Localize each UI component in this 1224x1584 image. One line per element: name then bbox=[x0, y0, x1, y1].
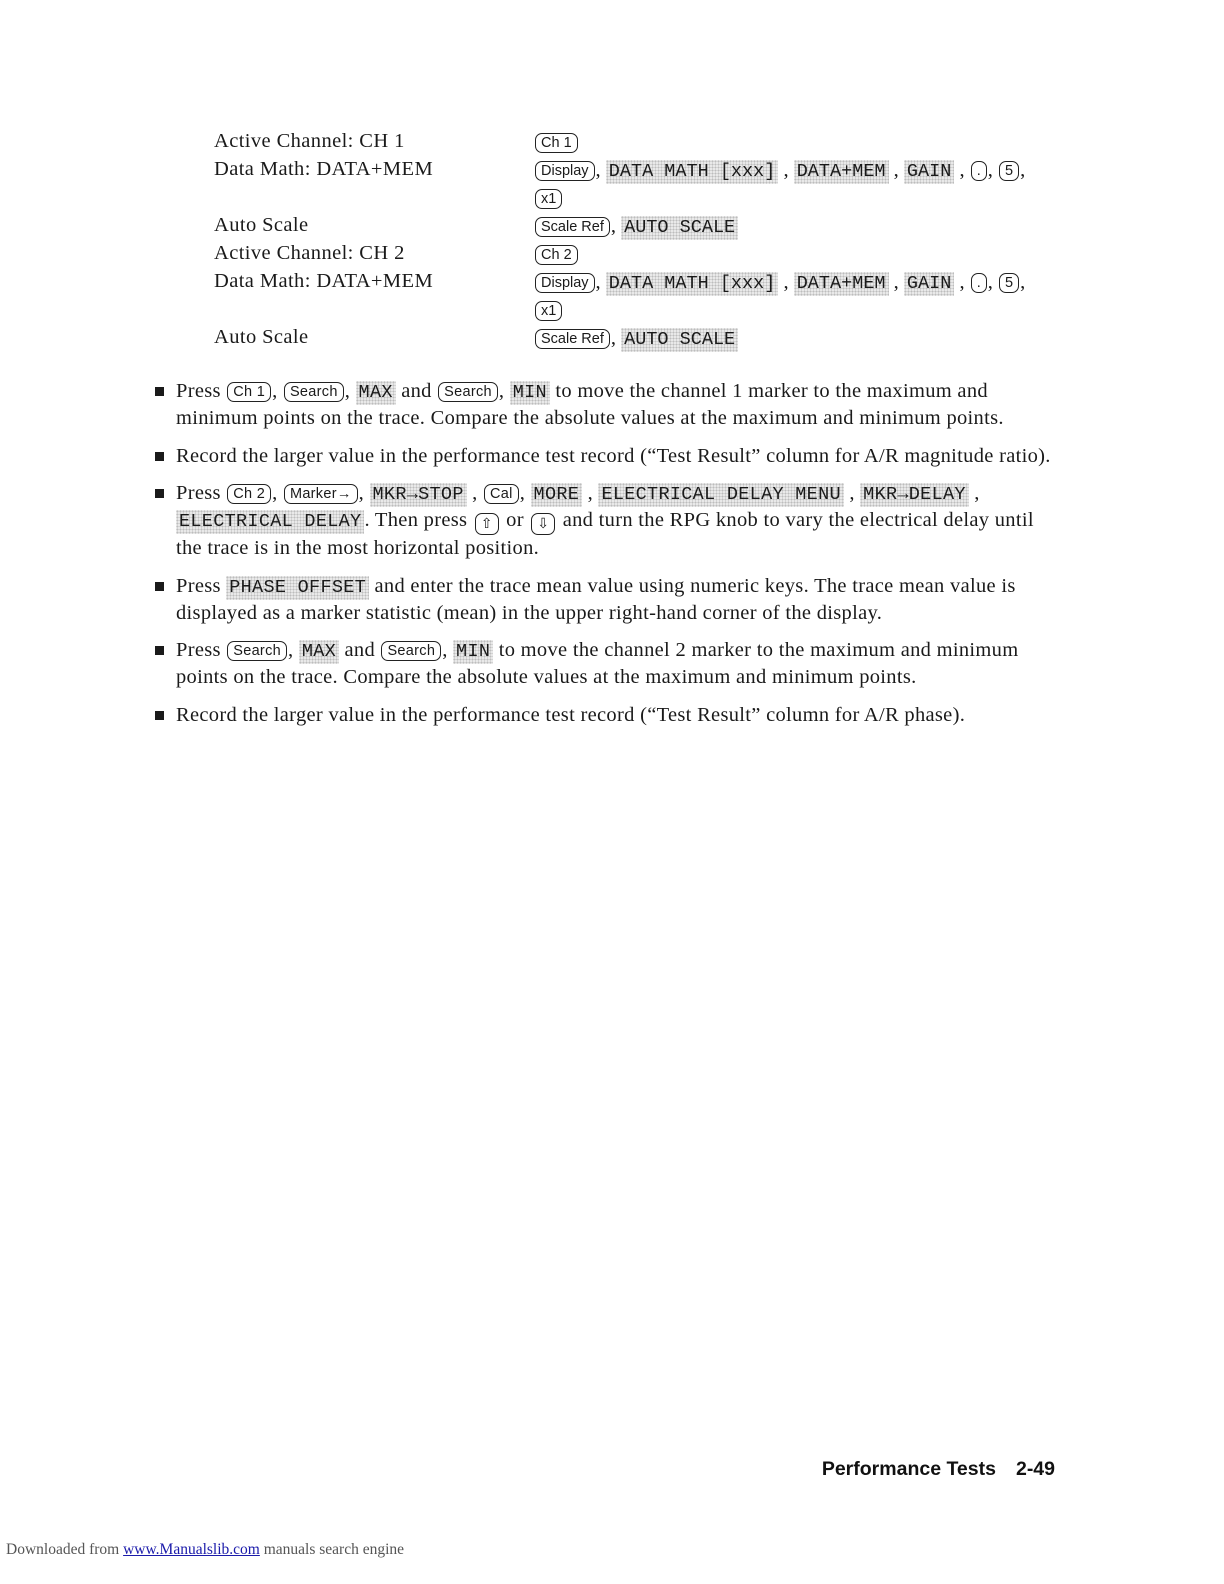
search-hardkey: Search bbox=[227, 641, 287, 661]
step-bullet: Press Search , MAX and Search , MIN to move the channel 2 marker to the maximum and minimum points on the trace. Compare the absolute values at the maximum and minimum points. bbox=[155, 637, 1055, 691]
gain-softkey: GAIN bbox=[904, 160, 954, 184]
text: or bbox=[506, 509, 524, 531]
setup-label: Auto Scale bbox=[214, 214, 309, 236]
display-hardkey: Display bbox=[535, 161, 595, 181]
min-softkey: MIN bbox=[453, 640, 493, 664]
mkr-stop-softkey: MKR→STOP bbox=[370, 483, 467, 507]
auto-scale-softkey: AUTO SCALE bbox=[621, 328, 738, 352]
up-arrow-key-icon: ⇧ bbox=[475, 513, 499, 535]
ch1-hardkey: Ch 1 bbox=[535, 133, 578, 153]
text: Press bbox=[176, 639, 221, 661]
setup-row bbox=[214, 212, 1074, 240]
text: and enter the trace mean value using numeric keys. The trace mean value is displayed as a marker statistic (mean) in the upper right-hand corner of the display. bbox=[176, 574, 1016, 624]
decimal-point-key: . bbox=[971, 273, 987, 293]
setup-row bbox=[214, 324, 1074, 352]
text: Press bbox=[176, 574, 221, 597]
x1-key: x1 bbox=[535, 189, 562, 209]
data-math-softkey: DATA MATH [xxx] bbox=[606, 160, 779, 184]
decimal-point-key: . bbox=[971, 161, 987, 181]
text: and turn the RPG knob to vary the electrical delay until the trace is in the most horizontal position. bbox=[176, 509, 1034, 559]
setup-label: Active Channel: CH 1 bbox=[214, 130, 405, 152]
download-credit bbox=[6, 1541, 404, 1559]
search-hardkey: Search bbox=[381, 641, 441, 661]
procedure-steps bbox=[155, 378, 1055, 739]
page-number: 2-49 bbox=[1015, 1458, 1055, 1480]
setup-row bbox=[214, 240, 1074, 268]
setup-keys: Display , DATA MATH [xxx] , DATA+MEM , GAIN , . , 5 , x1 bbox=[534, 156, 1074, 212]
setup-label: Data Math: DATA+MEM bbox=[214, 270, 434, 292]
setup-label: Active Channel: CH 2 bbox=[214, 242, 405, 264]
phase-offset-softkey: PHASE OFFSET bbox=[226, 576, 369, 600]
more-softkey: MORE bbox=[531, 483, 583, 507]
text: Record the larger value in the performance test record (“Test Result” column for A/R phase). bbox=[176, 703, 966, 726]
page-footer bbox=[822, 1458, 1055, 1481]
electrical-delay-menu-softkey: ELECTRICAL DELAY MENU bbox=[598, 483, 843, 507]
bullet-square-icon bbox=[155, 489, 164, 498]
bullet-square-icon bbox=[155, 452, 164, 461]
cal-hardkey: Cal bbox=[484, 484, 519, 504]
gain-softkey: GAIN bbox=[904, 272, 954, 296]
step-bullet bbox=[155, 443, 1055, 470]
setup-row bbox=[214, 156, 1074, 212]
section-title: Performance Tests bbox=[821, 1458, 996, 1480]
text: Press bbox=[176, 380, 221, 402]
bullet-square-icon bbox=[155, 387, 164, 396]
text: and bbox=[401, 380, 432, 402]
step-bullet: Press Ch 1 , Search , MAX and Search , MIN to move the channel 1 marker to the maximum and minimum points on the trace. Compare the absolute values at the maximum and minimum points. bbox=[155, 378, 1055, 432]
five-key: 5 bbox=[999, 161, 1019, 181]
five-key: 5 bbox=[999, 273, 1019, 293]
text: Record the larger value in the performance test record (“Test Result” column for A/R magnitude ratio). bbox=[176, 444, 1051, 467]
step-bullet: Press Ch 2 , Marker→ , MKR→STOP , Cal , MORE , ELECTRICAL DELAY MENU , MKR→DELAY , ELECTRICAL DELAY . Then press ⇧ or ⇩ and turn the RPG knob to vary the electrical delay until the trace is in the most horizontal position. bbox=[155, 480, 1055, 562]
step-bullet bbox=[155, 702, 1055, 729]
search-hardkey: Search bbox=[438, 382, 498, 402]
min-softkey: MIN bbox=[510, 381, 550, 405]
data-math-softkey: DATA MATH [xxx] bbox=[606, 272, 779, 296]
ch1-hardkey: Ch 1 bbox=[227, 382, 271, 402]
download-suffix: manuals search engine bbox=[263, 1541, 405, 1558]
text: to move the channel 1 marker to the maximum and minimum points on the trace. Compare the absolute values at the maximum and minimum points. bbox=[176, 380, 1004, 429]
bullet-square-icon bbox=[155, 646, 164, 655]
search-hardkey: Search bbox=[284, 382, 344, 402]
auto-scale-softkey: AUTO SCALE bbox=[621, 216, 738, 240]
text: and bbox=[344, 639, 375, 661]
scale-ref-hardkey: Scale Ref bbox=[535, 329, 610, 349]
instrument-setup-table bbox=[214, 128, 1074, 352]
marker-hardkey: Marker→ bbox=[284, 484, 358, 504]
text: Press bbox=[176, 482, 221, 504]
download-prefix: Downloaded from bbox=[6, 1541, 120, 1558]
step-bullet bbox=[155, 573, 1055, 627]
setup-keys bbox=[534, 128, 1074, 156]
setup-keys: Scale Ref , AUTO SCALE bbox=[534, 324, 1074, 352]
max-softkey: MAX bbox=[299, 640, 339, 664]
data-plus-mem-softkey: DATA+MEM bbox=[794, 272, 889, 296]
text: . Then press bbox=[364, 509, 468, 531]
down-arrow-key-icon: ⇩ bbox=[531, 513, 555, 535]
data-plus-mem-softkey: DATA+MEM bbox=[794, 160, 889, 184]
bullet-square-icon bbox=[155, 711, 164, 720]
max-softkey: MAX bbox=[356, 381, 396, 405]
manualslib-link[interactable]: www.Manualslib.com bbox=[123, 1541, 260, 1558]
ch2-hardkey: Ch 2 bbox=[227, 484, 271, 504]
scale-ref-hardkey: Scale Ref bbox=[535, 217, 610, 237]
setup-keys bbox=[534, 240, 1074, 268]
setup-label: Data Math: DATA+MEM bbox=[214, 158, 434, 180]
ch2-hardkey: Ch 2 bbox=[535, 245, 578, 265]
setup-label: Auto Scale bbox=[214, 326, 309, 348]
setup-keys: Display , DATA MATH [xxx] , DATA+MEM , GAIN , . , 5 , x1 bbox=[534, 268, 1074, 324]
setup-row bbox=[214, 268, 1074, 324]
x1-key: x1 bbox=[535, 301, 562, 321]
mkr-delay-softkey: MKR→DELAY bbox=[860, 483, 969, 507]
electrical-delay-softkey: ELECTRICAL DELAY bbox=[176, 510, 364, 534]
setup-keys: Scale Ref , AUTO SCALE bbox=[534, 212, 1074, 240]
text: to move the channel 2 marker to the maximum and minimum points on the trace. Compare the absolute values at the maximum and minimum points. bbox=[176, 639, 1019, 688]
bullet-square-icon bbox=[155, 582, 164, 591]
display-hardkey: Display bbox=[535, 273, 595, 293]
setup-row bbox=[214, 128, 1074, 156]
